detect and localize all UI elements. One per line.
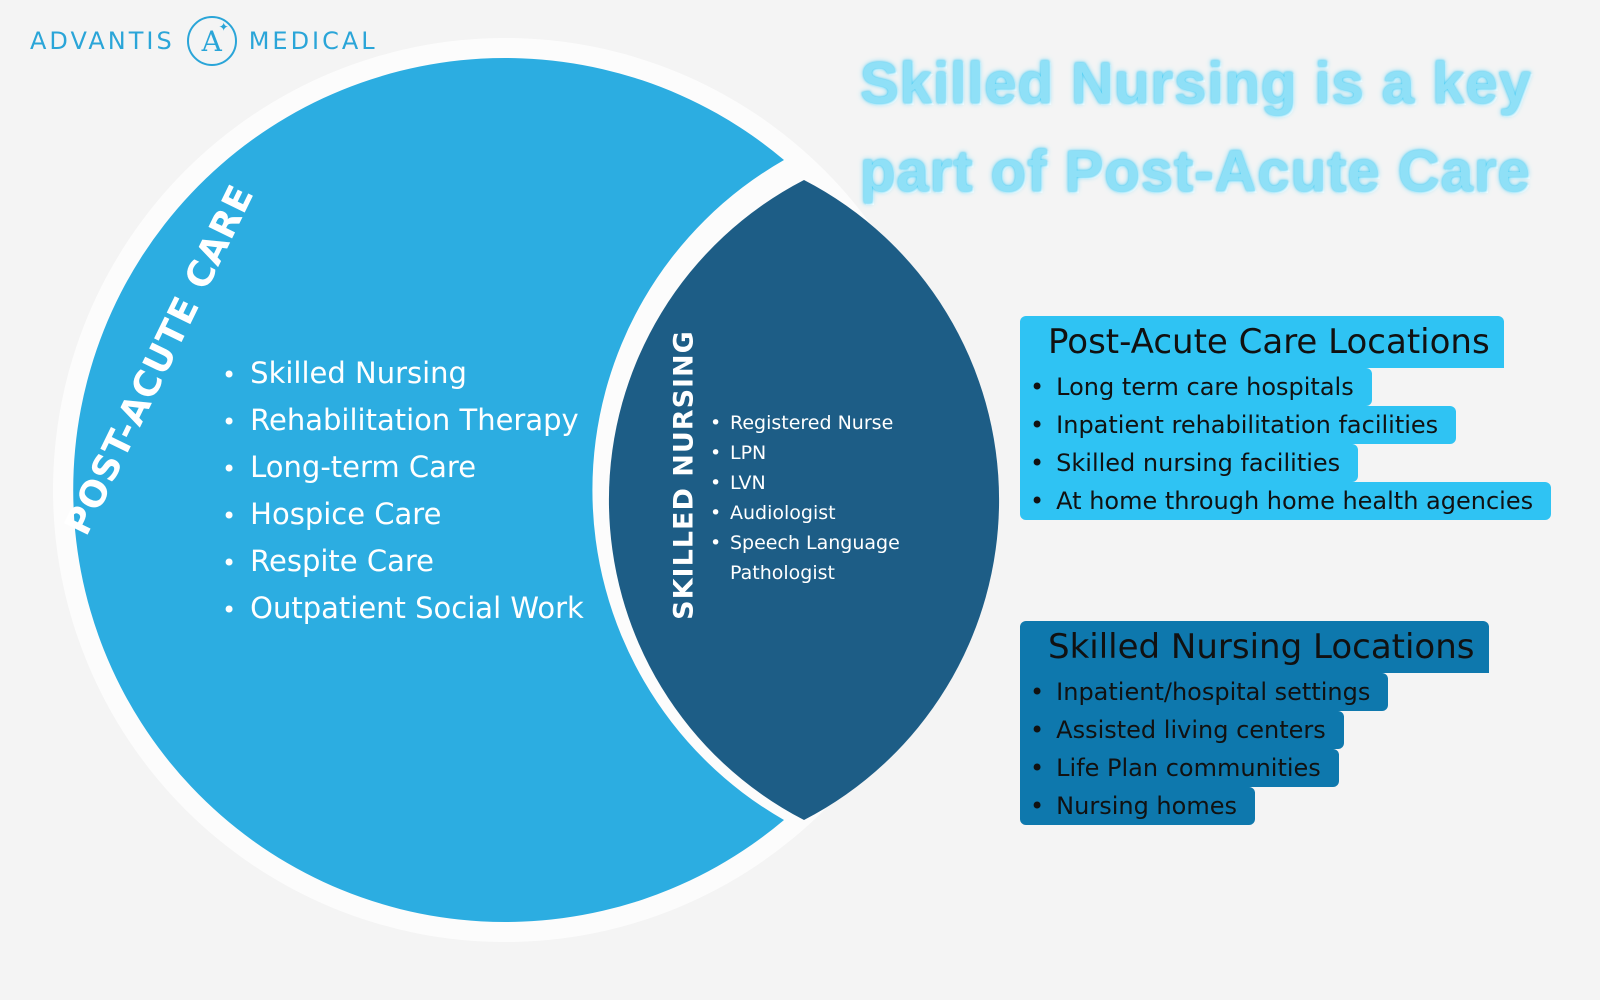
list-item: • Registered Nurse — [710, 408, 930, 438]
brand-left-word: ADVANTIS — [30, 27, 175, 55]
post-acute-care-title: POST-ACUTE CARE — [57, 178, 263, 542]
headline-line-1: Skilled Nursing is a key — [860, 51, 1532, 116]
list-item: • Long-term Care — [222, 444, 584, 491]
headline — [860, 40, 1560, 216]
list-item: • Life Plan communities — [1020, 749, 1339, 787]
post-acute-care-list — [222, 350, 584, 632]
skilled-nursing-locations-panel — [1020, 621, 1489, 825]
sparkle-icon: ✦ — [218, 20, 229, 34]
skilled-nursing-title: SKILLED NURSING — [668, 330, 700, 620]
list-item: • Skilled nursing facilities — [1020, 444, 1358, 482]
list-item: • Nursing homes — [1020, 787, 1255, 825]
list-item: • At home through home health agencies — [1020, 482, 1551, 520]
list-item: • LVN — [710, 468, 930, 498]
headline-line-2: part of Post-Acute Care — [860, 139, 1531, 204]
skilled-nursing-list — [710, 408, 930, 588]
list-item: • Outpatient Social Work — [222, 585, 584, 632]
brand-right-word: MEDICAL — [248, 27, 378, 55]
list-item: • Inpatient rehabilitation facilities — [1020, 406, 1456, 444]
list-item: • Rehabilitation Therapy — [222, 397, 584, 444]
list-item: • Skilled Nursing — [222, 350, 584, 397]
skilled-nursing-locations-title: Skilled Nursing Locations — [1020, 621, 1489, 673]
list-item: • Long term care hospitals — [1020, 368, 1372, 406]
brand-mark-letter: A — [201, 24, 222, 58]
list-item: • LPN — [710, 438, 930, 468]
list-item: • Hospice Care — [222, 491, 584, 538]
list-item: • Audiologist — [710, 498, 930, 528]
list-item: • Speech Language Pathologist — [710, 528, 930, 588]
post-acute-locations-title: Post-Acute Care Locations — [1020, 316, 1504, 368]
list-item: • Inpatient/hospital settings — [1020, 673, 1388, 711]
list-item: • Assisted living centers — [1020, 711, 1344, 749]
list-item: • Respite Care — [222, 538, 584, 585]
post-acute-locations-panel — [1020, 316, 1551, 520]
